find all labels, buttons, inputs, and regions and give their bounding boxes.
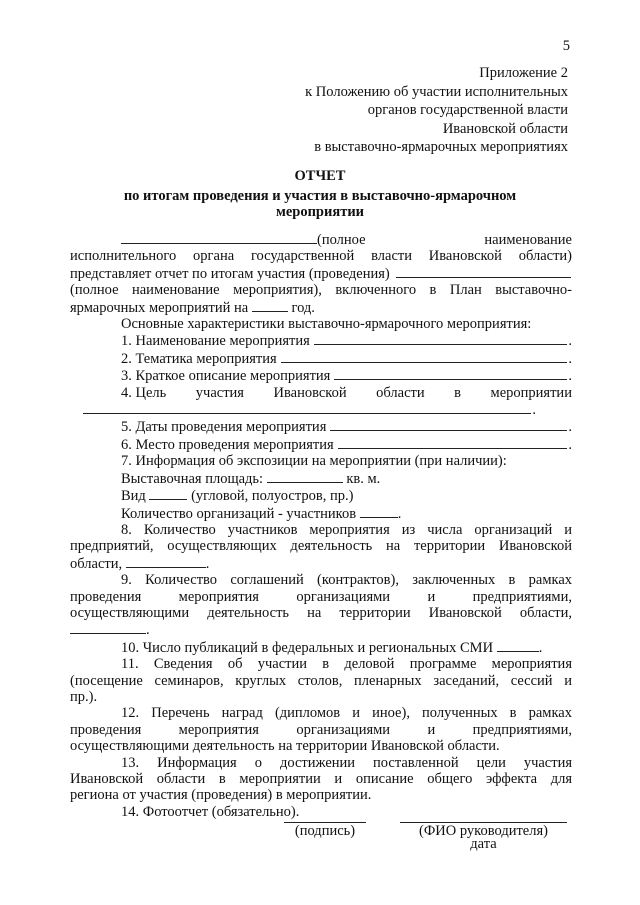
item-11-line: (посещение семинаров, круглых столов, пленарных заседаний, сессий и <box>70 672 572 689</box>
item-13-line: Ивановской области в мероприятии и описание общего эффекта для <box>70 771 572 787</box>
item-1: 1. Наименование мероприятия . <box>121 333 572 350</box>
item-13-line: региона от участия (проведения) в мероприятии. <box>70 787 372 804</box>
blank-line <box>149 487 187 500</box>
intro-line: (полное наименование <box>70 231 572 248</box>
blank-line <box>121 231 317 244</box>
item-7: 7. Информация об экспозиции на мероприятии (при наличии): <box>121 453 507 470</box>
item-11-line: пр.). <box>70 688 98 705</box>
appendix-line: органов государственной власти <box>367 102 568 119</box>
item-6: 6. Место проведения мероприятия . <box>121 436 572 453</box>
appendix-header <box>248 64 568 157</box>
title-main: ОТЧЕТ <box>294 168 346 184</box>
item-7-area: Выставочная площадь: кв. м. <box>121 470 381 487</box>
item-14: 14. Фотоотчет (обязательно). <box>121 803 300 820</box>
intro-line: ярмарочных мероприятий на год. <box>70 299 315 316</box>
head-name-caption: (ФИО руководителя) <box>400 822 567 838</box>
blank-line <box>338 436 568 449</box>
item-11: 11. Сведения об участии в деловой программе мероприятия <box>121 656 572 673</box>
item-12-line: проведения мероприятия организациями и предприятиями, <box>70 721 572 738</box>
blank-line <box>497 639 539 652</box>
item-8-line: области, . <box>70 555 210 572</box>
section-heading: Основные характеристики выставочно-ярмарочного мероприятия: <box>121 316 532 333</box>
intro-line: исполнительного органа государственной власти Ивановской области) <box>70 248 572 265</box>
appendix-line: Приложение 2 <box>479 65 568 81</box>
title-line: по итогам проведения и участия в выставочно-ярмарочном <box>123 188 517 204</box>
page-number: 5 <box>562 38 570 54</box>
item-7-count: Количество организаций - участников . <box>121 505 402 522</box>
intro-line: (полное наименование мероприятия), включенного в План выставочно- <box>70 282 572 299</box>
item-8: 8. Количество участников мероприятия из числа организаций и <box>121 521 572 538</box>
item-5: 5. Даты проведения мероприятия . <box>121 419 572 436</box>
item-9: 9. Количество соглашений (контрактов), заключенных в рамках <box>121 572 572 589</box>
item-12: 12. Перечень наград (дипломов и иное), полученных в рамках <box>121 705 572 722</box>
appendix-line: к Положению об участии исполнительных <box>305 83 568 100</box>
blank-line <box>360 505 398 518</box>
item-9-line: осуществляющими деятельность на территории Ивановской области, <box>70 604 572 621</box>
item-12-line: осуществляющими деятельность на территории Ивановской области. <box>70 738 500 755</box>
blank-line <box>314 332 568 345</box>
report-body <box>70 231 572 820</box>
item-8-line: предприятий, осуществляющих деятельность на территории Ивановской <box>70 538 572 555</box>
document-title <box>70 168 570 220</box>
item-4: 4. Цель участия Ивановской области в мероприятии <box>121 384 572 401</box>
signature-caption: (подпись) <box>284 822 366 838</box>
blank-line <box>330 418 567 431</box>
item-9-line: . <box>70 621 572 638</box>
blank-line <box>126 555 206 568</box>
item-3: 3. Краткое описание мероприятия . <box>121 368 572 385</box>
appendix-line: Ивановской области <box>442 120 568 137</box>
appendix-line: в выставочно-ярмарочных мероприятиях <box>314 139 568 156</box>
item-2: 2. Тематика мероприятия . <box>121 350 572 367</box>
blank-line <box>334 367 567 380</box>
blank-line <box>83 401 531 414</box>
blank-line <box>70 621 146 634</box>
title-line: мероприятии <box>275 204 365 220</box>
blank-line <box>281 350 568 363</box>
blank-line <box>267 470 343 483</box>
item-13: 13. Информация о достижении поставленной цели участия <box>121 754 572 771</box>
blank-line <box>396 265 571 278</box>
item-4-continuation: . <box>70 401 572 418</box>
date-caption: дата <box>470 836 497 852</box>
blank-line <box>252 299 288 312</box>
item-9-line: проведения мероприятия организациями и предприятиями, <box>70 588 572 605</box>
intro-line: представляет отчет по итогам участия (проведения) <box>70 265 572 282</box>
item-7-kind: Вид (угловой, полуостров, пр.) <box>121 488 354 505</box>
item-10: 10. Число публикаций в федеральных и региональных СМИ . <box>121 639 543 656</box>
